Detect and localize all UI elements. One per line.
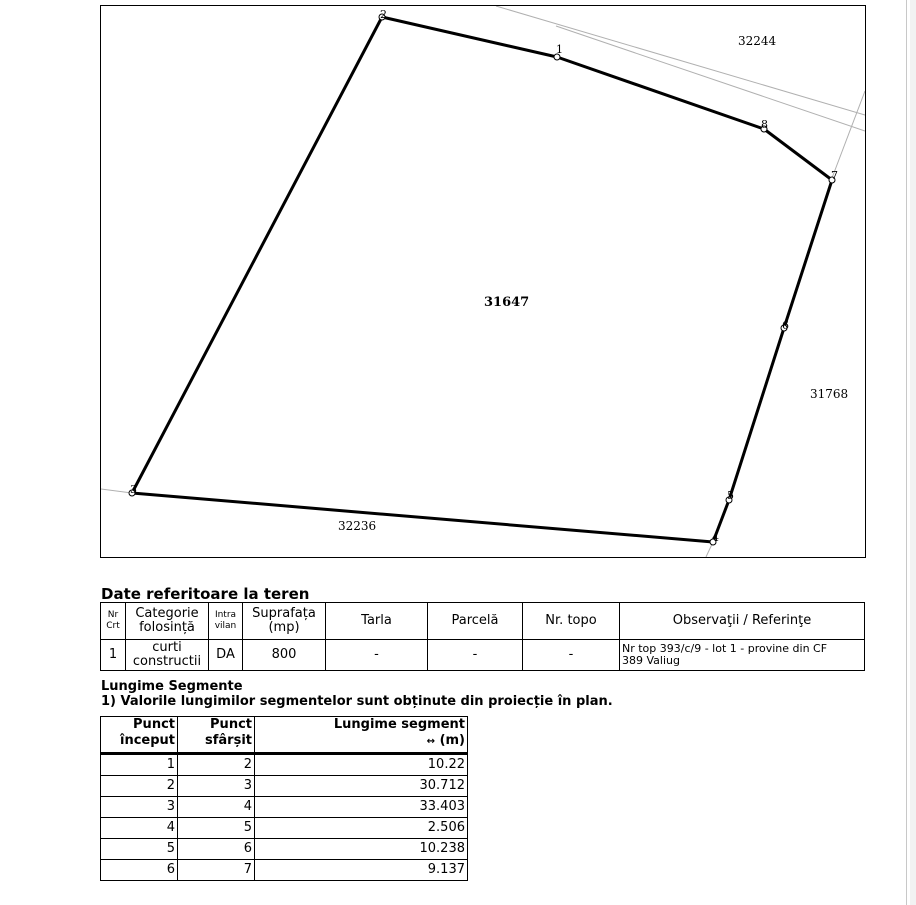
table-row (101, 839, 468, 860)
segments-heading (101, 679, 613, 709)
cell-intravilan: DA (209, 640, 243, 671)
col-intravilan: Intra vilan (209, 603, 243, 640)
segments-table (100, 716, 468, 881)
table-row (101, 776, 468, 797)
parcel-boundary (132, 17, 832, 542)
col-lungime-segment: Lungime segment ↔ (m) (255, 717, 468, 754)
col-punct-inceput: Punct început (101, 717, 178, 754)
cell-punct-sfarsit: 2 (178, 754, 255, 776)
cell-categorie: curti constructii (126, 640, 209, 671)
point-label-5: 5 (727, 489, 734, 502)
cell-lungime: 30.712 (255, 776, 468, 797)
arrow-icon: ↔ (426, 736, 436, 747)
page-edge-strip (910, 0, 916, 905)
segments-body (101, 754, 468, 881)
cell-punct-sfarsit: 5 (178, 818, 255, 839)
cell-punct-inceput: 5 (101, 839, 178, 860)
point-label-4: 4 (712, 531, 719, 544)
cell-punct-inceput: 1 (101, 754, 178, 776)
col-tarla: Tarla (326, 603, 428, 640)
table-header-row (101, 717, 468, 754)
neighbor-parcel-label: 32244 (738, 34, 777, 48)
col-categorie: Categorie folosință (126, 603, 209, 640)
cell-punct-sfarsit: 6 (178, 839, 255, 860)
col-suprafata: Suprafața (mp) (243, 603, 326, 640)
col-observatii: Observaţii / Referinţe (620, 603, 865, 640)
col-nr-crt: Nr Crt (101, 603, 126, 640)
cell-suprafata: 800 (243, 640, 326, 671)
table-row (101, 818, 468, 839)
neighbor-parcel-label: 32236 (338, 519, 377, 533)
cell-nr: 1 (101, 640, 126, 671)
table-row (101, 797, 468, 818)
neighbor-boundary (101, 489, 132, 493)
cell-punct-sfarsit: 7 (178, 860, 255, 881)
plan-drawing (101, 6, 865, 557)
land-data-title: Date referitoare la teren (101, 585, 310, 603)
table-row (101, 754, 468, 776)
cell-lungime: 10.238 (255, 839, 468, 860)
cell-punct-inceput: 4 (101, 818, 178, 839)
cell-lungime: 9.137 (255, 860, 468, 881)
cell-punct-inceput: 3 (101, 797, 178, 818)
col-nr-topo: Nr. topo (523, 603, 620, 640)
table-row (101, 640, 865, 671)
segments-title: Lungime Segmente (101, 679, 243, 694)
main-parcel-label: 31647 (484, 295, 530, 310)
cell-parcela: - (428, 640, 523, 671)
cell-punct-inceput: 6 (101, 860, 178, 881)
cell-lungime: 10.22 (255, 754, 468, 776)
cell-punct-sfarsit: 3 (178, 776, 255, 797)
land-data-table (100, 602, 865, 671)
point-label-1: 1 (556, 43, 563, 56)
cell-punct-sfarsit: 4 (178, 797, 255, 818)
point-label-2: 2 (380, 8, 387, 21)
cell-tarla: - (326, 640, 428, 671)
point-label-3: 3 (130, 483, 137, 496)
col-parcela: Parcelă (428, 603, 523, 640)
col-punct-sfarsit: Punct sfârșit (178, 717, 255, 754)
table-row (101, 860, 468, 881)
point-label-6: 6 (782, 319, 789, 332)
cell-lungime: 33.403 (255, 797, 468, 818)
point-label-7: 7 (831, 169, 838, 182)
segments-note: 1) Valorile lungimilor segmentelor sunt obținute din proiecție în plan. (101, 694, 613, 709)
cell-lungime: 2.506 (255, 818, 468, 839)
point-label-8: 8 (761, 118, 768, 131)
neighbor-boundary (556, 26, 865, 131)
cell-nr-topo: - (523, 640, 620, 671)
neighbor-parcel-label: 31768 (810, 387, 849, 401)
page-edge-line (906, 0, 907, 905)
cell-observatii: Nr top 393/c/9 - lot 1 - provine din CF 389 Valiug (620, 640, 865, 671)
cell-punct-inceput: 2 (101, 776, 178, 797)
cadastral-plan (100, 5, 866, 558)
table-header-row (101, 603, 865, 640)
neighbor-boundary (832, 91, 865, 178)
